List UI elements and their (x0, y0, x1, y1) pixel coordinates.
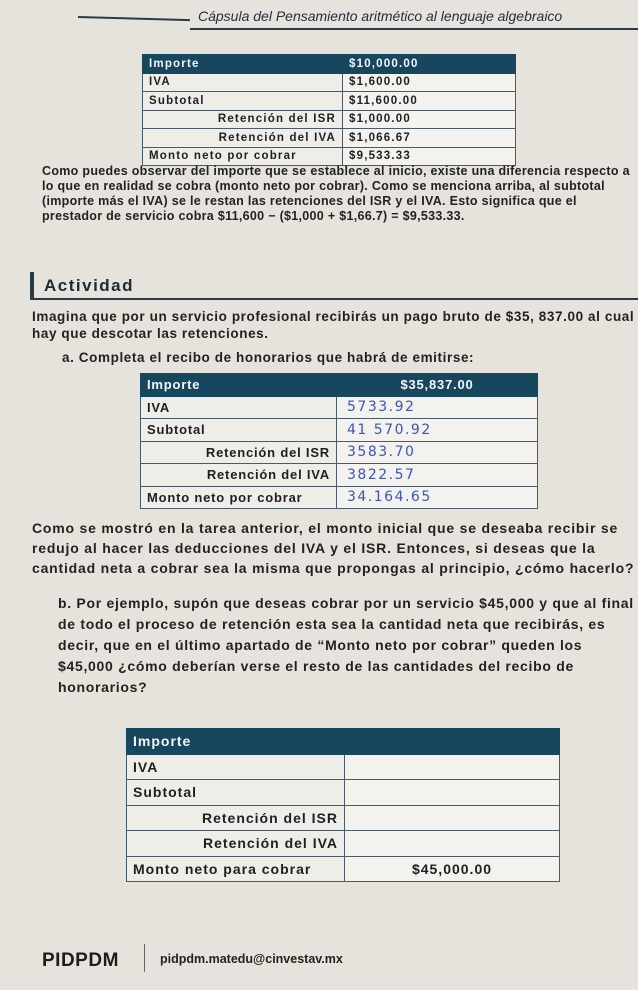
row-label: IVA (141, 396, 337, 419)
footer-brand: PIDPDM (42, 950, 119, 971)
table-row (127, 856, 560, 882)
row-value: $35,837.00 (337, 374, 538, 397)
activity-item-a: a. Completa el recibo de honorarios que habrá de emitirse: (62, 350, 475, 365)
empty-value-cell[interactable] (345, 805, 560, 831)
receipt-table-activity-a (140, 373, 538, 509)
table-row (127, 805, 560, 831)
row-label: Monto neto para cobrar (127, 856, 345, 882)
row-label: Retención del IVA (143, 129, 343, 148)
row-value: $45,000.00 (345, 856, 560, 882)
row-label: Subtotal (143, 92, 343, 111)
row-label: Retención del IVA (141, 464, 337, 487)
receipt-table-example (142, 54, 516, 166)
row-value: $11,600.00 (343, 92, 516, 111)
activity-accent-bar (30, 272, 34, 298)
paragraph-line: cantidad neta a cobrar sea la misma que propongas al principio, ¿cómo hacerlo? (32, 560, 635, 576)
paragraph-line: Como se mostró en la tarea anterior, el monto inicial que se deseaba recibir se (32, 520, 619, 536)
table-row (143, 55, 516, 74)
table-row (141, 486, 538, 509)
activity-intro: Imagina que por un servicio profesional recibirás un pago bruto de $35, 837.00 al cual hay que descotar las retenciones. (32, 309, 635, 341)
row-value: $1,000.00 (343, 110, 516, 129)
table-row (143, 129, 516, 148)
empty-value-cell[interactable] (345, 831, 560, 857)
table-row (143, 147, 516, 166)
table-row (143, 92, 516, 111)
handwritten-value[interactable]: 3583.70 (337, 441, 538, 464)
row-value: $10,000.00 (343, 55, 516, 74)
footer-separator (144, 944, 145, 972)
row-label: Subtotal (141, 419, 337, 442)
row-label: Importe (127, 729, 345, 755)
empty-value-cell[interactable] (345, 780, 560, 806)
paragraph-line: redujo al hacer las deducciones del IVA y el ISR. Entonces, si deseas que la (32, 540, 596, 556)
row-label: IVA (143, 73, 343, 92)
table-row (143, 73, 516, 92)
footer-email[interactable]: pidpdm.matedu@cinvestav.mx (160, 952, 343, 966)
row-value: $1,600.00 (343, 73, 516, 92)
table-row (143, 110, 516, 129)
empty-value-cell[interactable] (345, 754, 560, 780)
row-label: Subtotal (127, 780, 345, 806)
table-row (127, 780, 560, 806)
handwritten-value[interactable]: 3822.57 (337, 464, 538, 487)
handwritten-value[interactable]: 34.164.65 (337, 486, 538, 509)
row-label: Importe (141, 374, 337, 397)
table-row (141, 441, 538, 464)
activity-title: Actividad (44, 276, 135, 295)
row-value: $1,066.67 (343, 129, 516, 148)
handwritten-value[interactable]: 41 570.92 (337, 419, 538, 442)
handwritten-value[interactable]: 5733.92 (337, 396, 538, 419)
header-rule (78, 16, 190, 21)
explanation-paragraph: Como puedes observar del importe que se establece al inicio, existe una diferencia respecto a lo que en realidad se cobra (monto neto por cobrar). Como se menciona arriba, al subtotal (importe más el IVA) se le restan las retenciones del ISR y el IVA. Esto significa que el prestador de servicio cobra $11,600 − ($1,000 + $1,66.7) = $9,533.33. (42, 164, 630, 223)
row-label: Retención del ISR (141, 441, 337, 464)
table-row (127, 831, 560, 857)
receipt-table-activity-b (126, 728, 560, 882)
header-underline (190, 28, 638, 30)
table-row (127, 729, 560, 755)
row-label: Importe (143, 55, 343, 74)
row-label: Retención del ISR (127, 805, 345, 831)
table-row (141, 374, 538, 397)
row-label: Retención del IVA (127, 831, 345, 857)
header-title: Cápsula del Pensamiento aritmético al lenguaje algebraico (198, 8, 563, 24)
row-label: Monto neto por cobrar (143, 147, 343, 166)
activity-rule (30, 298, 638, 300)
reflection-paragraph (32, 518, 638, 578)
row-value: $9,533.33 (343, 147, 516, 166)
table-row (127, 754, 560, 780)
row-label: IVA (127, 754, 345, 780)
table-row (141, 396, 538, 419)
table-row (141, 464, 538, 487)
activity-item-b: b. Por ejemplo, supón que deseas cobrar por un servicio $45,000 y que al final de todo el proceso de retención esta sea la cantidad neta que recibirás, es decir, que en el último apartado de “Monto neto por cobrar” queden los $45,000 ¿cómo deberían verse el resto de las cantidades del recibo de honorarios? (58, 595, 634, 695)
row-label: Monto neto por cobrar (141, 486, 337, 509)
table-row (141, 419, 538, 442)
empty-value-cell[interactable] (345, 729, 560, 755)
row-label: Retención del ISR (143, 110, 343, 129)
